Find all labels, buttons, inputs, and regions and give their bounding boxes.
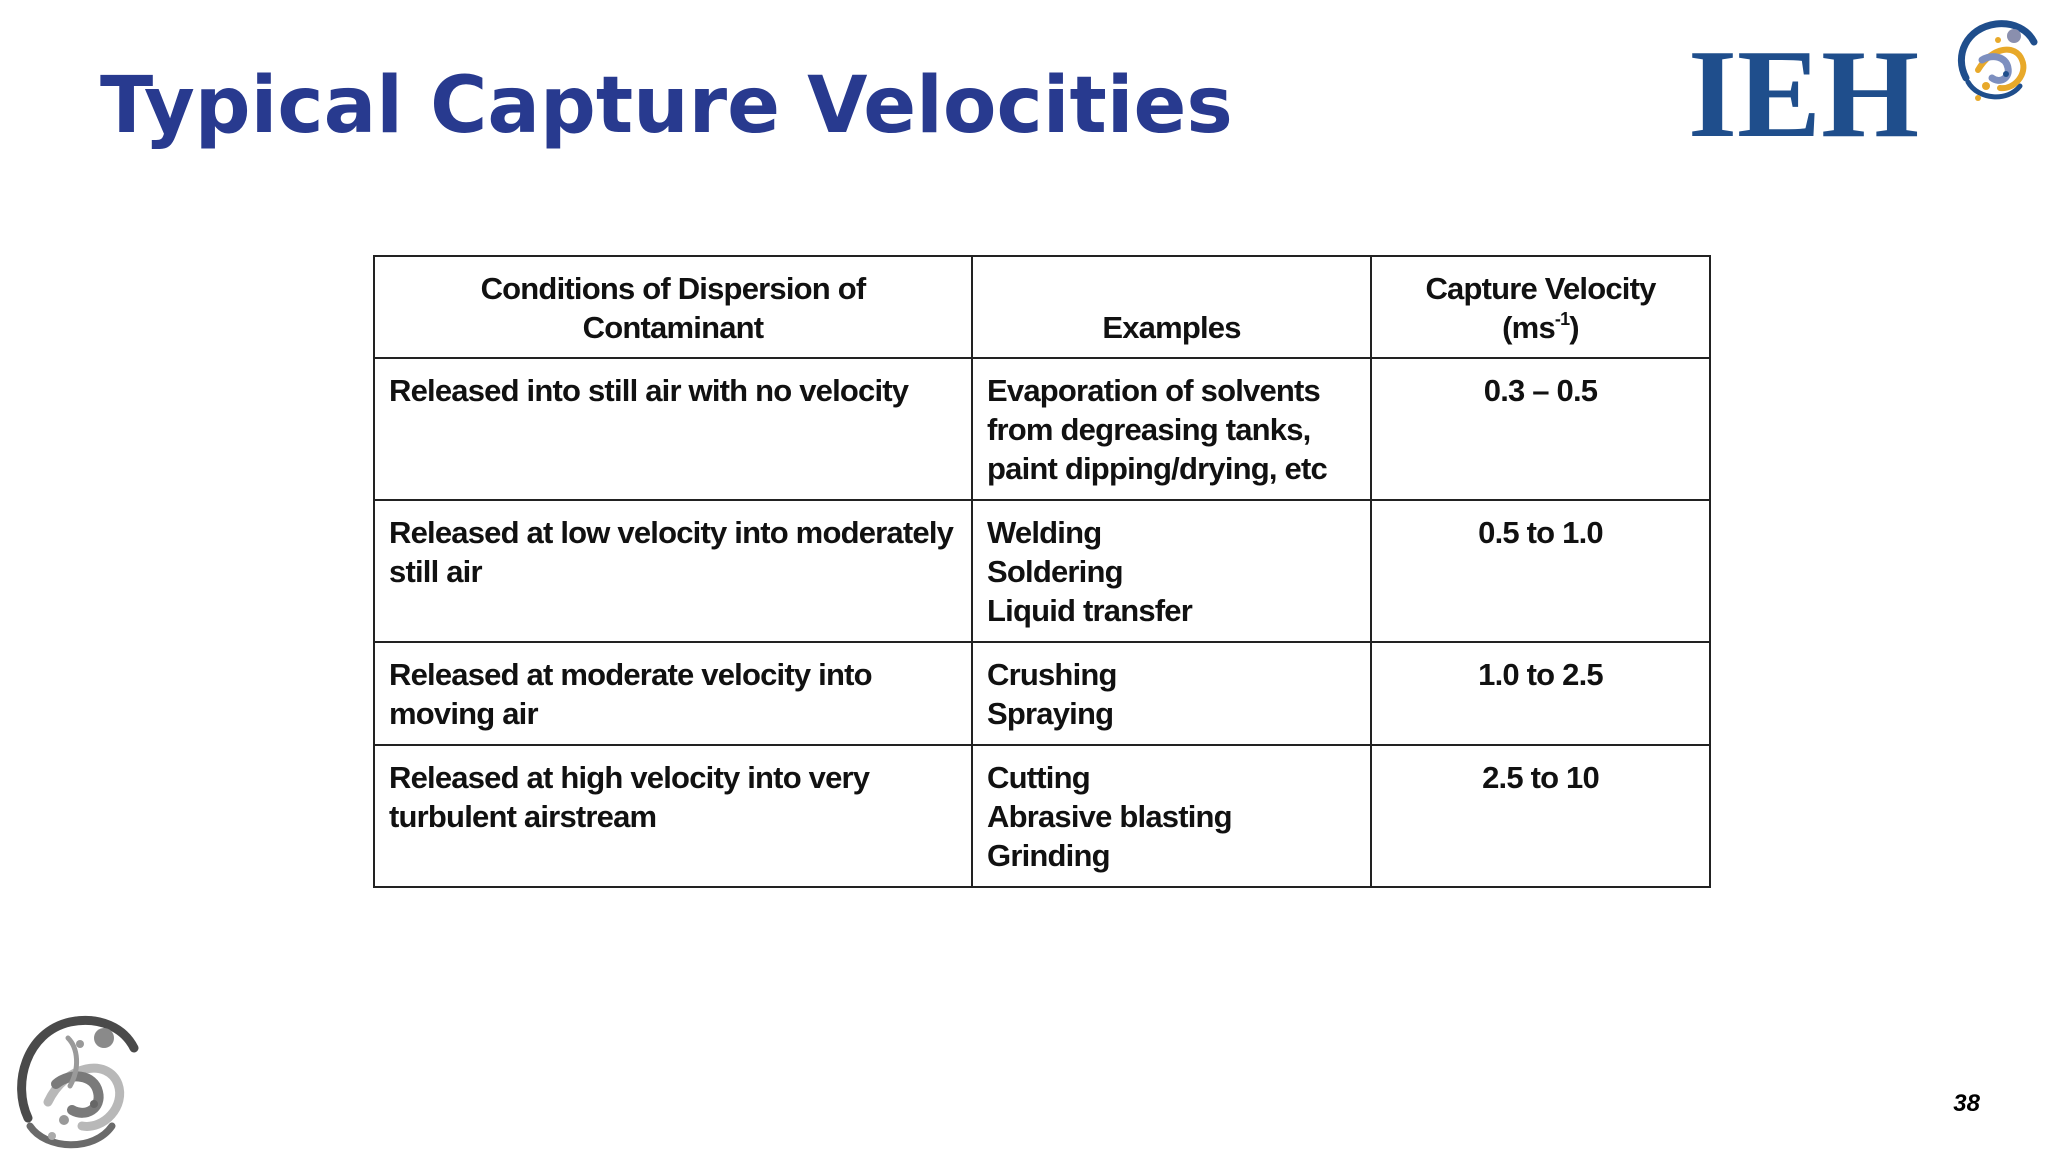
example-item: Abrasive blasting bbox=[987, 799, 1232, 834]
ieh-logo-text: IEH bbox=[1688, 25, 1920, 164]
header-capture-velocity bbox=[1371, 256, 1710, 358]
velocity-cell: 2.5 to 10 bbox=[1371, 745, 1710, 887]
table-header-row bbox=[374, 256, 1710, 358]
ieh-corner-logo-icon bbox=[8, 1008, 158, 1154]
header-velocity-label: Capture Velocity bbox=[1425, 271, 1656, 306]
examples-cell bbox=[972, 358, 1371, 500]
example-item: from degreasing tanks, bbox=[987, 412, 1311, 447]
table-row bbox=[374, 500, 1710, 642]
examples-cell bbox=[972, 745, 1371, 887]
condition-cell: Released at low velocity into moderately still air bbox=[374, 500, 972, 642]
examples-cell bbox=[972, 642, 1371, 745]
example-item: Crushing bbox=[987, 657, 1117, 692]
slide-title: Typical Capture Velocities bbox=[100, 61, 1233, 151]
velocity-cell: 0.3 – 0.5 bbox=[1371, 358, 1710, 500]
example-item: Evaporation of solvents bbox=[987, 373, 1320, 408]
example-item: paint dipping/drying, etc bbox=[987, 451, 1327, 486]
condition-cell: Released into still air with no velocity bbox=[374, 358, 972, 500]
condition-cell: Released at moderate velocity into moving air bbox=[374, 642, 972, 745]
header-velocity-unit bbox=[1502, 310, 1579, 345]
example-item: Cutting bbox=[987, 760, 1090, 795]
table-row bbox=[374, 642, 1710, 745]
condition-cell: Released at high velocity into very turbulent airstream bbox=[374, 745, 972, 887]
example-item: Liquid transfer bbox=[987, 593, 1193, 628]
capture-velocities-table bbox=[373, 255, 1711, 888]
header-examples: Examples bbox=[972, 256, 1371, 358]
header-conditions: Conditions of Dispersion of Contaminant bbox=[374, 256, 972, 358]
unit-exponent: -1 bbox=[1554, 308, 1570, 329]
ieh-logo-icon bbox=[1948, 16, 2044, 116]
example-item: Grinding bbox=[987, 838, 1110, 873]
unit-prefix: (ms bbox=[1502, 310, 1555, 345]
velocity-cell: 0.5 to 1.0 bbox=[1371, 500, 1710, 642]
velocity-cell: 1.0 to 2.5 bbox=[1371, 642, 1710, 745]
example-item: Soldering bbox=[987, 554, 1123, 589]
unit-suffix: ) bbox=[1569, 310, 1579, 345]
example-item: Spraying bbox=[987, 696, 1114, 731]
table-row bbox=[374, 358, 1710, 500]
examples-cell bbox=[972, 500, 1371, 642]
example-item: Welding bbox=[987, 515, 1102, 550]
page-number: 38 bbox=[1953, 1090, 1980, 1117]
table-row bbox=[374, 745, 1710, 887]
